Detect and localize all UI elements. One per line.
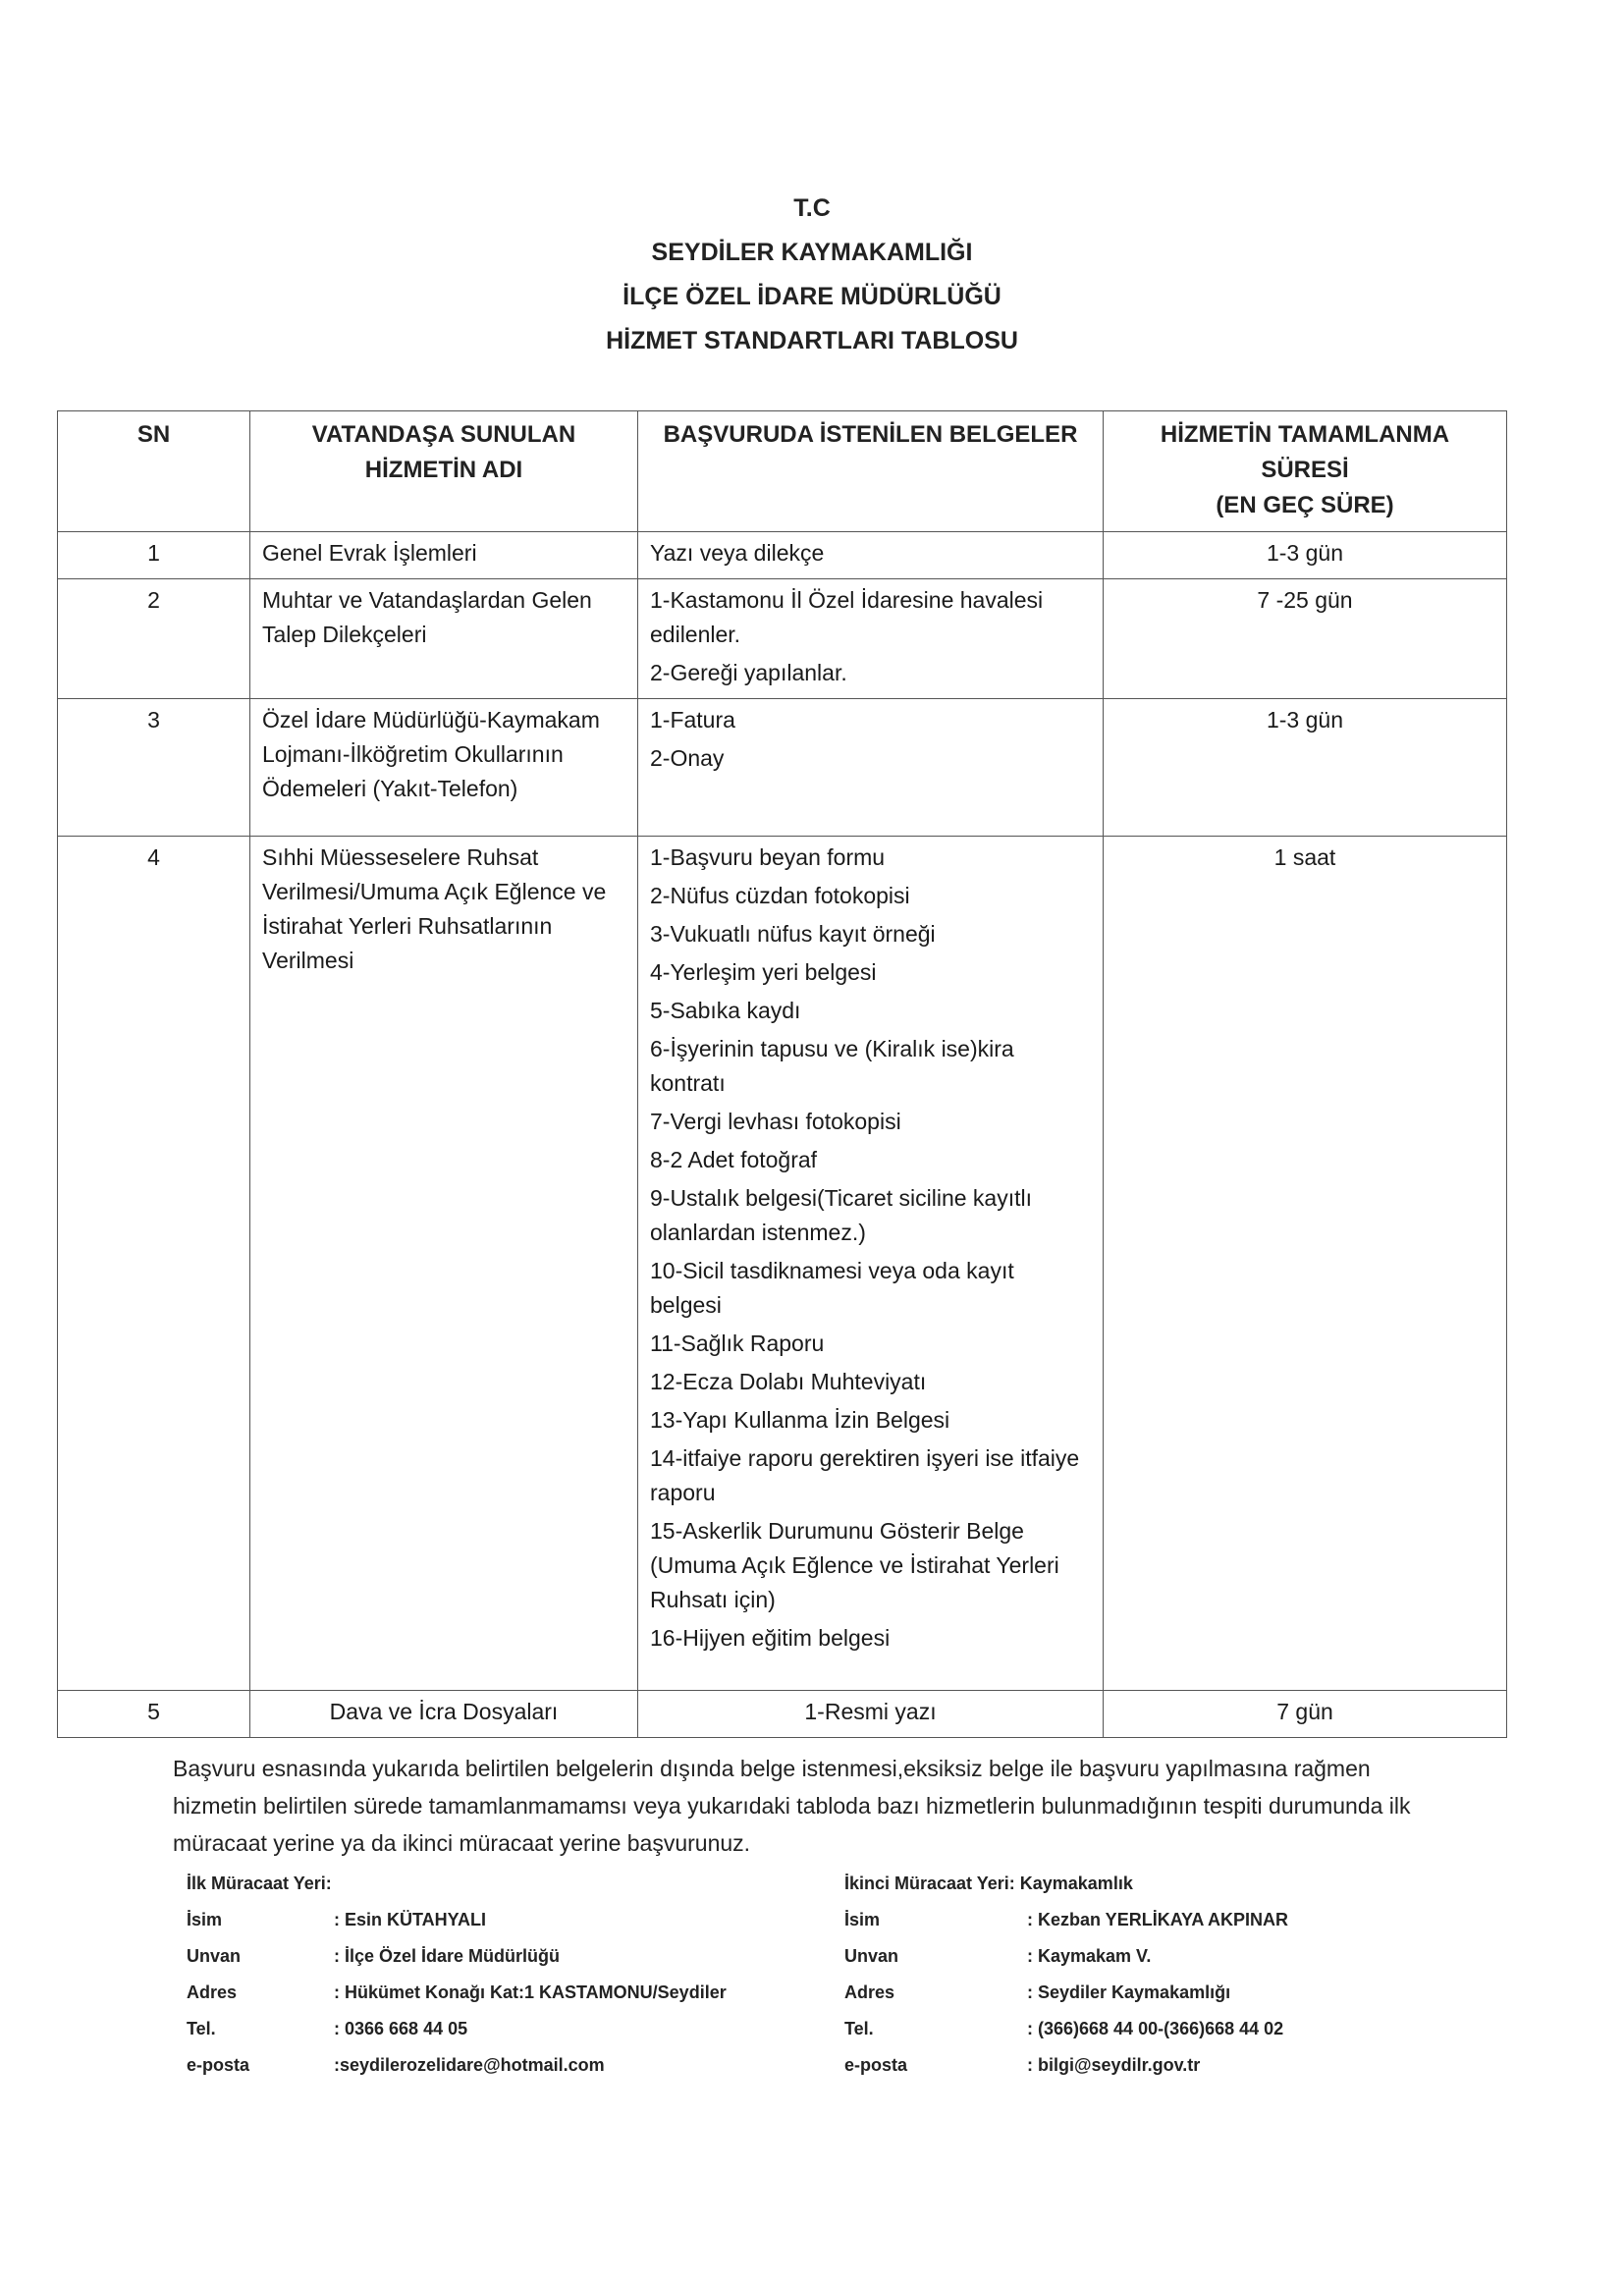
row-sn: 1 [58,532,250,579]
document-item: 12-Ecza Dolabı Muhteviyatı [650,1369,927,1394]
second-contact-title: İkinci Müracaat Yeri: Kaymakamlık [844,1874,1133,1893]
complaint-note: Başvuru esnasında yukarıda belirtilen belgelerin dışında belge istenmesi,eksiksiz belge ile başvuru yapılmasına rağmen hizmetin belirtilen sürede tamamlanmamamsı veya yukarıdaki tabloda bazı hizmetlerin bulunmadığının tespiti durumunda ilk müracaat yerine ya da ikinci müracaat yerine başvurunuz. [173,1756,1411,1856]
row-duration: 7 -25 gün [1104,579,1507,699]
header-duration-line2: SÜRESİ [1261,457,1349,483]
title-label: Unvan [187,1946,242,1966]
header-service-name-line2: HİZMETİN ADI [364,457,523,483]
email-value: : bilgi@seydilr.gov.tr [1027,2055,1201,2075]
row-documents [638,699,1104,837]
document-item: 2-Onay [650,745,725,771]
row-documents [638,837,1104,1691]
header-line-table-title: HİZMET STANDARTLARI TABLOSU [606,327,1018,354]
header-duration [1104,411,1507,532]
phone-label: Tel. [844,2019,874,2038]
name-value: : Kezban YERLİKAYA AKPINAR [1027,1910,1289,1929]
contact-title-row [187,1938,776,1975]
document-item: 1-Resmi yazı [804,1699,937,1724]
document-item: 16-Hijyen eğitim belgesi [650,1625,891,1651]
first-contact [187,1866,776,2084]
phone-value: : 0366 668 44 05 [334,2019,468,2038]
second-contact [844,1866,1434,2084]
row-sn: 4 [58,837,250,1691]
table-header-row [58,411,1507,532]
document-item: 7-Vergi levhası fotokopisi [650,1109,901,1134]
row-documents [638,579,1104,699]
table-row [58,1691,1507,1738]
contact-title-row [844,1938,1434,1975]
document-item: Yazı veya dilekçe [650,540,825,566]
row-sn: 3 [58,699,250,837]
document-item: 8-2 Adet fotoğraf [650,1147,818,1172]
header-documents: BAŞVURUDA İSTENİLEN BELGELER [638,411,1104,532]
header-line-district: SEYDİLER KAYMAKAMLIĞI [651,239,973,266]
document-item: 11-Sağlık Raporu [650,1331,825,1356]
row-service-name: Muhtar ve Vatandaşlardan Gelen Talep Dilekçeleri [250,579,638,699]
address-value: : Hükümet Konağı Kat:1 KASTAMONU/Seydiler [334,1982,727,2002]
email-label: e-posta [844,2055,908,2075]
title-value: : İlçe Özel İdare Müdürlüğü [334,1946,561,1966]
document-item: 10-Sicil tasdiknamesi veya oda kayıt belgesi [650,1258,1014,1318]
service-standards-table [57,410,1507,1738]
table-row [58,579,1507,699]
document-item: 2-Nüfus cüzdan fotokopisi [650,883,910,908]
row-duration: 1 saat [1104,837,1507,1691]
header-service-name-line1: VATANDAŞA SUNULAN [311,421,576,448]
row-service-name: Dava ve İcra Dosyaları [250,1691,638,1738]
contact-phone-row [187,2011,776,2047]
header-sn: SN [58,411,250,532]
title-label: Unvan [844,1946,899,1966]
contact-name-row [187,1902,776,1938]
contact-phone-row [844,2011,1434,2047]
email-value: :seydilerozelidare@hotmail.com [334,2055,605,2075]
document-item: 15-Askerlik Durumunu Gösterir Belge (Umuma Açık Eğlence ve İstirahat Yerleri Ruhsatı için) [650,1518,1059,1612]
document-item: 1-Başvuru beyan formu [650,844,886,870]
table-row [58,532,1507,579]
document-item: 2-Gereği yapılanlar. [650,660,847,685]
contact-address-row [844,1975,1434,2011]
name-value: : Esin KÜTAHYALI [334,1910,487,1929]
contact-name-row [844,1902,1434,1938]
address-value: : Seydiler Kaymakamlığı [1027,1982,1231,2002]
document-item: 4-Yerleşim yeri belgesi [650,959,877,985]
header-line-tc: T.C [793,194,831,222]
document-item: 1-Kastamonu İl Özel İdaresine havalesi edilenler. [650,587,1044,647]
contact-email-row [844,2047,1434,2084]
name-label: İsim [187,1910,223,1929]
phone-label: Tel. [187,2019,216,2038]
document-item: 6-İşyerinin tapusu ve (Kiralık ise)kira kontratı [650,1036,1014,1096]
email-label: e-posta [187,2055,250,2075]
row-service-name: Sıhhi Müesseselere Ruhsat Verilmesi/Umuma Açık Eğlence ve İstirahat Yerleri Ruhsatlarının Verilmesi [250,837,638,1691]
row-duration: 7 gün [1104,1691,1507,1738]
row-sn: 5 [58,1691,250,1738]
row-documents [638,532,1104,579]
table-row [58,837,1507,1691]
row-service-name: Genel Evrak İşlemleri [250,532,638,579]
row-duration: 1-3 gün [1104,699,1507,837]
address-label: Adres [187,1982,238,2002]
header-duration-line1: HİZMETİN TAMAMLANMA [1160,421,1450,448]
document-item: 14-itfaiye raporu gerektiren işyeri ise itfaiye raporu [650,1445,1080,1505]
document-item: 5-Sabıka kaydı [650,998,801,1023]
first-contact-title: İlk Müracaat Yeri: [187,1874,332,1893]
table-row [58,699,1507,837]
document-item: 3-Vukuatlı nüfus kayıt örneği [650,921,936,947]
row-service-name: Özel İdare Müdürlüğü-Kaymakam Lojmanı-İlköğretim Okullarının Ödemeleri (Yakıt-Telefon) [250,699,638,837]
document-item: 13-Yapı Kullanma İzin Belgesi [650,1407,950,1433]
document-header [0,187,1624,363]
name-label: İsim [844,1910,881,1929]
header-duration-line3: (EN GEÇ SÜRE) [1216,492,1394,518]
contact-address-row [187,1975,776,2011]
contact-email-row [187,2047,776,2084]
header-line-directorate: İLÇE ÖZEL İDARE MÜDÜRLÜĞÜ [623,283,1001,310]
header-service-name [250,411,638,532]
document-item: 9-Ustalık belgesi(Ticaret siciline kayıtlı olanlardan istenmez.) [650,1185,1032,1245]
address-label: Adres [844,1982,895,2002]
phone-value: : (366)668 44 00-(366)668 44 02 [1027,2019,1284,2038]
document-item: 1-Fatura [650,707,735,733]
title-value: : Kaymakam V. [1027,1946,1152,1966]
row-duration: 1-3 gün [1104,532,1507,579]
row-sn: 2 [58,579,250,699]
row-documents [638,1691,1104,1738]
